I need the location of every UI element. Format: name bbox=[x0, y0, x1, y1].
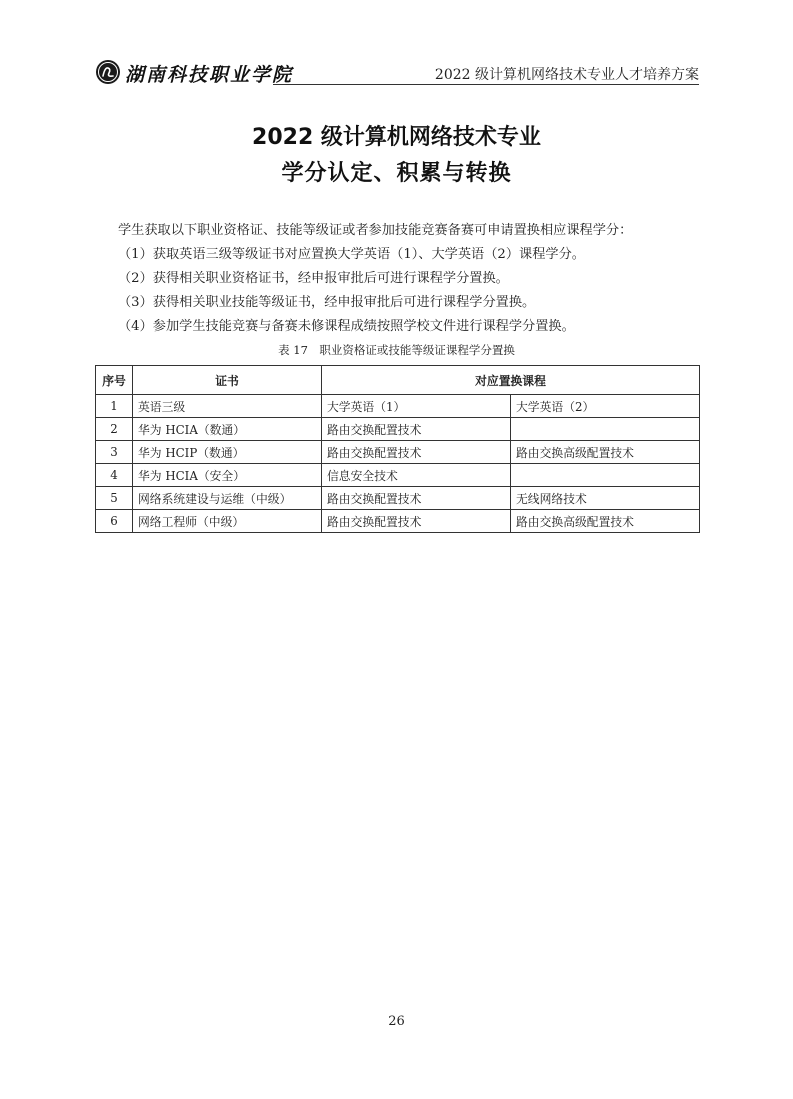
certificate-credit-table bbox=[95, 365, 700, 533]
row-course1: 信息安全技术 bbox=[322, 464, 511, 487]
row-cert: 网络系统建设与运维（中级） bbox=[133, 487, 322, 510]
row-cert: 华为 HCIA（数通） bbox=[133, 418, 322, 441]
row-course2 bbox=[511, 418, 700, 441]
school-logo bbox=[95, 57, 294, 87]
list-item: （4）参加学生技能竞赛与备赛未修课程成绩按照学校文件进行课程学分置换。 bbox=[118, 319, 575, 334]
row-course1: 大学英语（1） bbox=[322, 395, 511, 418]
row-no: 3 bbox=[96, 441, 133, 464]
row-course2: 路由交换高级配置技术 bbox=[511, 441, 700, 464]
row-course1: 路由交换配置技术 bbox=[322, 487, 511, 510]
row-course1: 路由交换配置技术 bbox=[322, 418, 511, 441]
page-number: 26 bbox=[388, 1014, 405, 1029]
header-no: 序号 bbox=[96, 366, 133, 395]
document-title-line1: 2022 级计算机网络技术专业 bbox=[252, 125, 541, 150]
list-item: （3）获得相关职业技能等级证书，经申报审批后可进行课程学分置换。 bbox=[118, 295, 536, 310]
header-rule bbox=[273, 84, 699, 85]
row-no: 4 bbox=[96, 464, 133, 487]
list-item: （1）获取英语三级等级证书对应置换大学英语（1）、大学英语（2）课程学分。 bbox=[118, 247, 585, 262]
table-row bbox=[96, 441, 700, 464]
row-cert: 华为 HCIA（安全） bbox=[133, 464, 322, 487]
table-row bbox=[96, 418, 700, 441]
table-caption: 表 17 职业资格证或技能等级证课程学分置换 bbox=[278, 343, 515, 357]
document-title-line2: 学分认定、积累与转换 bbox=[281, 161, 512, 186]
row-no: 6 bbox=[96, 510, 133, 533]
row-course2 bbox=[511, 464, 700, 487]
row-no: 2 bbox=[96, 418, 133, 441]
row-course1: 路由交换配置技术 bbox=[322, 510, 511, 533]
row-no: 1 bbox=[96, 395, 133, 418]
row-course2: 无线网络技术 bbox=[511, 487, 700, 510]
intro-paragraph: 学生获取以下职业资格证、技能等级证或者参加技能竞赛备赛可申请置换相应课程学分： bbox=[118, 223, 633, 238]
row-course2: 大学英语（2） bbox=[511, 395, 700, 418]
list-item: （2）获得相关职业资格证书，经申报审批后可进行课程学分置换。 bbox=[118, 271, 509, 286]
header-course: 对应置换课程 bbox=[322, 366, 700, 395]
row-course1: 路由交换配置技术 bbox=[322, 441, 511, 464]
row-no: 5 bbox=[96, 487, 133, 510]
table-row bbox=[96, 395, 700, 418]
school-name-logo-text: 湖南科技职业学院 bbox=[125, 64, 294, 86]
table-row bbox=[96, 464, 700, 487]
page-header bbox=[95, 57, 699, 87]
row-cert: 网络工程师（中级） bbox=[133, 510, 322, 533]
table-row bbox=[96, 487, 700, 510]
header-cert: 证书 bbox=[133, 366, 322, 395]
table-header-row bbox=[96, 366, 700, 395]
school-seal-icon bbox=[95, 59, 121, 85]
table-row bbox=[96, 510, 700, 533]
row-course2: 路由交换高级配置技术 bbox=[511, 510, 700, 533]
header-title: 2022 级计算机网络技术专业人才培养方案 bbox=[434, 67, 699, 83]
row-cert: 英语三级 bbox=[133, 395, 322, 418]
row-cert: 华为 HCIP（数通） bbox=[133, 441, 322, 464]
